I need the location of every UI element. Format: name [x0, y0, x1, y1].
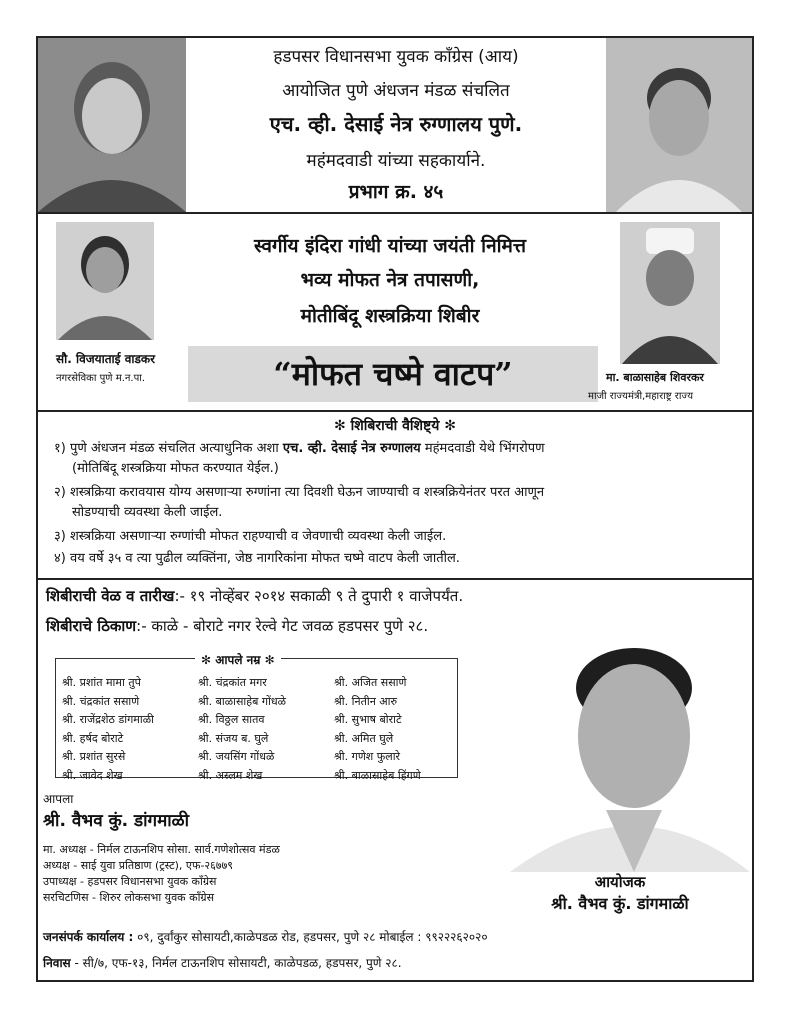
organizer-name: श्री. वैभव कुं. डांगमाळी	[43, 811, 189, 831]
organizer-role-1: मा. अध्यक्ष - निर्मल टाऊनशिप सोसा. सार्व.गणेशोत्सव मंडळ	[43, 843, 280, 856]
supporters-column-1	[62, 674, 154, 785]
divider-features	[36, 578, 754, 580]
header-line-4: महंमदवाडी यांच्या सहकार्याने.	[306, 151, 486, 171]
portrait-silhouette-icon	[606, 38, 752, 212]
list-item: श्री. प्रशांत मामा तुपे	[62, 676, 141, 689]
list-item: श्री. संजय ब. घुले	[198, 731, 269, 745]
header-line-2: आयोजित पुणे अंधजन मंडळ संचलित	[282, 81, 510, 101]
hospital-name: एच. व्ही. देसाई नेत्र रुग्णालय पुणे.	[269, 112, 523, 136]
portrait-silhouette-icon	[56, 222, 154, 340]
photo-organizer	[510, 640, 750, 872]
portrait-silhouette-icon	[510, 640, 750, 872]
camp-time-label: शिबीराची वेळ व तारीख	[46, 587, 175, 605]
list-item: श्री. अस्लम शेख	[198, 768, 263, 782]
camp-place-value: :- काळे - बोराटे नगर रेल्वे गेट जवळ हडपसर पुणे २८.	[136, 617, 429, 635]
camp-place	[46, 616, 428, 636]
list-item: श्री. नितीन आरु	[334, 694, 398, 708]
event-line-2: भव्य मोफत नेत्र तपासणी,	[300, 269, 480, 291]
list-item: श्री. चंद्रकांत मगर	[198, 676, 267, 689]
list-item: श्री. विठ्ठल सातव	[198, 713, 265, 726]
list-item: श्री. सुभाष बोराटे	[334, 713, 402, 726]
list-item: श्री. अजित ससाणे	[334, 676, 407, 689]
office-value: ०९, दुर्वांकुर सोसायटी,काळेपडळ रोड, हडपसर, पुणे २८ मोबाईल : ९९२२२६२०२०	[133, 930, 488, 944]
supporters-column-2	[198, 674, 286, 785]
list-item: श्री. प्रशांत सुरसे	[62, 750, 126, 763]
list-item: श्री. बाळासाहेब गोंधळे	[198, 694, 287, 708]
list-item: श्री. जावेद शेख	[62, 768, 123, 782]
home-label: निवास	[43, 956, 71, 970]
features-title: ✻ शिबिराची वैशिष्ट्ये ✻	[334, 418, 456, 434]
feature-item-2: २) शस्त्रक्रिया करावयास योग्य असणाऱ्या रुग्णांना त्या दिवशी घेऊन जाण्याची व शस्त्रक्रियेनंतर परत आणून	[54, 485, 545, 500]
event-line-3: मोतीबिंदू शस्त्रक्रिया शिबीर	[300, 305, 480, 327]
supporters-title: ✻ आपले नम्र ✻	[195, 651, 281, 668]
ward-number: प्रभाग क्र. ४५	[348, 181, 444, 203]
office-address	[43, 928, 488, 945]
list-item: श्री. अमित घुले	[334, 731, 394, 745]
minister-name: मा. बाळासाहेब शिवरकर	[606, 371, 704, 384]
feature-item-1-text: १) पुणे अंधजन मंडळ संचलित अत्याधुनिक अशा	[54, 441, 283, 456]
camp-place-label: शिबीराचे ठिकाण	[46, 617, 137, 635]
feature-item-2-continued: सोडण्याची व्यवस्था केली जाईल.	[72, 505, 223, 520]
feature-item-1	[54, 440, 545, 458]
header-line-1: हडपसर विधानसभा युवक कॉंग्रेस (आय)	[273, 47, 519, 67]
camp-time	[46, 586, 463, 606]
corporator-name: सौ. विजयाताई वाडकर	[56, 352, 156, 366]
camp-time-value: :- १९ नोव्हेंबर २०१४ सकाळी ९ ते दुपारी १ वाजेपर्यंत.	[174, 587, 464, 605]
list-item: श्री. चंद्रकांत ससाणे	[62, 694, 140, 708]
photo-former-minister	[620, 222, 720, 364]
portrait-silhouette-icon	[620, 222, 720, 364]
organizer-role-4: सरचिटणिस - शिरुर लोकसभा युवक कॉंग्रेस	[43, 891, 215, 904]
banner-text: “मोफत चष्मे वाटप”	[273, 355, 513, 393]
divider-header	[36, 212, 754, 214]
organizer-role-3: उपाध्यक्ष - हडपसर विधानसभा युवक कॉंग्रेस	[43, 875, 217, 888]
aayojak-label: आयोजक	[594, 873, 646, 891]
feature-item-4: ४) वय वर्षे ३५ व त्या पुढील व्यक्तिंना, जेष्ठ नागरिकांना मोफत चष्मे वाटप केली जातील.	[54, 551, 460, 566]
list-item: श्री. गणेश फुलारे	[334, 750, 401, 763]
minister-role: माजी राज्यमंत्री,महाराष्ट्र राज्य	[588, 391, 694, 402]
feature-item-1-hospital: एच. व्ही. देसाई नेत्र रुग्णालय	[282, 441, 421, 456]
divider-event	[36, 410, 754, 412]
list-item: श्री. बाळासाहेब हिंगणे	[334, 768, 421, 782]
feature-item-1-location: महंमदवाडी येथे भिंगरोपण	[420, 441, 545, 456]
event-line-1: स्वर्गीय इंदिरा गांधी यांच्या जयंती निमित्त	[253, 235, 527, 257]
aayojak-name: श्री. वैभव कुं. डांगमाळी	[551, 894, 689, 913]
list-item: श्री. हर्षद बोराटे	[62, 731, 124, 745]
feature-item-3: ३) शस्त्रक्रिया असणाऱ्या रुग्णांची मोफत राहण्याची व जेवणाची व्यवस्था केली जाईल.	[54, 529, 447, 544]
free-spectacles-banner	[188, 346, 598, 402]
yours-label: आपला	[43, 792, 74, 806]
photo-corporator	[56, 222, 154, 340]
home-address	[43, 954, 402, 971]
organizer-role-2: अध्यक्ष - साई युवा प्रतिष्ठाण (ट्रस्ट), एफ-२६७७९	[43, 859, 234, 872]
supporters-column-3	[334, 674, 421, 785]
photo-leader-right	[606, 38, 752, 212]
portrait-silhouette-icon	[38, 38, 186, 212]
feature-item-1-continued: (मोतिबिंदू शस्त्रक्रिया मोफत करण्यात येईल.)	[72, 461, 279, 476]
home-value: - सी/७, एफ-१३, निर्मल टाऊनशिप सोसायटी, काळेपडळ, हडपसर, पुणे २८.	[70, 956, 402, 970]
photo-leader-left	[38, 38, 186, 212]
corporator-role: नगरसेविका पुणे म.न.पा.	[56, 373, 146, 384]
list-item: श्री. जयसिंग गोंधळे	[198, 750, 275, 763]
office-label: जनसंपर्क कार्यालय :	[43, 930, 134, 944]
list-item: श्री. राजेंद्रशेठ डांगमाळी	[62, 713, 154, 726]
